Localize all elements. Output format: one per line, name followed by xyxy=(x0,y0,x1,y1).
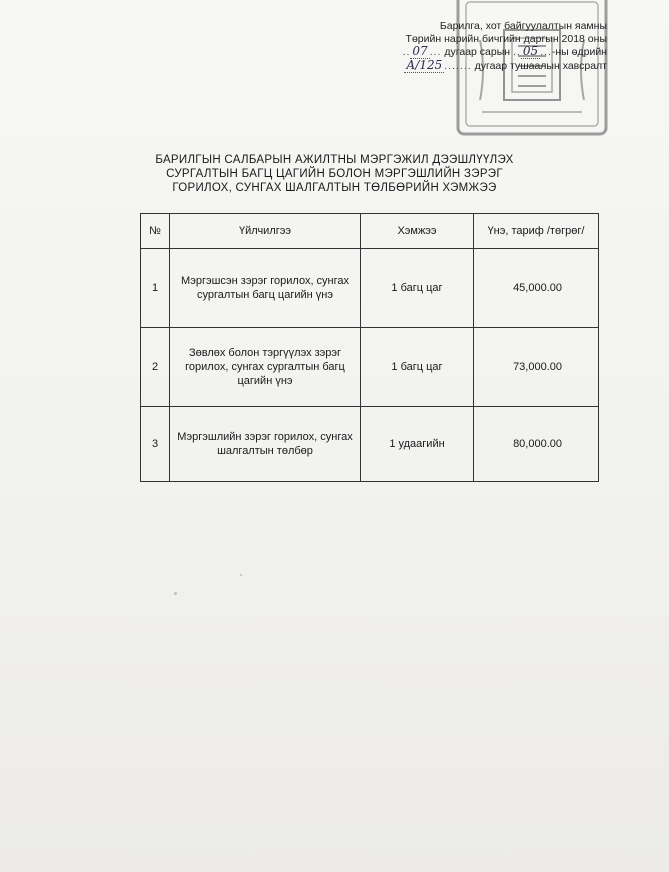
decree-month: 07 xyxy=(412,44,428,58)
table-header-row xyxy=(141,214,599,249)
row-number: 3 xyxy=(141,407,170,482)
header-number: № xyxy=(141,214,170,249)
decree-number: А/125 xyxy=(406,57,443,72)
fee-table xyxy=(140,213,599,482)
row-unit: 1 багц цаг xyxy=(361,249,474,328)
table-row xyxy=(141,249,599,328)
document-title xyxy=(0,153,669,195)
decree-day-label: -ны өдрийн xyxy=(551,46,607,58)
header-service: Үйлчилгээ xyxy=(170,214,361,249)
header-unit: Хэмжээ xyxy=(361,214,474,249)
header-price: Үнэ, тариф /төгрөг/ xyxy=(474,214,599,249)
table-row xyxy=(141,407,599,482)
title-line-1: БАРИЛГЫН САЛБАРЫН АЖИЛТНЫ МЭРГЭЖИЛ ДЭЭШЛҮҮЛЭХ xyxy=(155,154,514,166)
title-line-2: СУРГАЛТЫН БАГЦ ЦАГИЙН БОЛОН МЭРГЭШЛИЙН ЗЭРЭГ xyxy=(166,168,503,180)
decree-secretary: Төрийн нарийн бичгийн даргын 2018 оны xyxy=(405,32,607,45)
row-price: 73,000.00 xyxy=(474,328,599,407)
scan-speck xyxy=(240,574,242,576)
title-line-3: ГОРИЛОХ, СУНГАХ ШАЛГАЛТЫН ТӨЛБӨРИЙН ХЭМЖЭЭ xyxy=(172,182,497,194)
decree-reference xyxy=(403,20,607,72)
row-price: 80,000.00 xyxy=(474,407,599,482)
decree-month-label: дугаар сарын xyxy=(444,46,511,58)
table-row xyxy=(141,328,599,407)
decree-ministry: Барилга, хот байгуулалтын яамны xyxy=(439,20,607,32)
row-number: 2 xyxy=(141,328,170,407)
decree-number-row: А/125 ....... дугаар тушаалын хавсралт xyxy=(406,57,607,72)
row-unit: 1 багц цаг xyxy=(361,328,474,407)
row-unit: 1 удаагийн xyxy=(361,407,474,482)
row-service: Мэргэшсэн зэрэг горилох, сунгах сургалтын багц цагийн үнэ xyxy=(170,249,361,328)
row-service: Зөвлөх болон тэргүүлэх зэрэг горилох, сунгах сургалтын багц цагийн үнэ xyxy=(170,328,361,407)
decree-appendix-label: дугаар тушаалын хавсралт xyxy=(474,59,607,72)
row-service: Мэргэшлийн зэрэг горилох, сунгах шалгалтын төлбөр xyxy=(170,407,361,482)
decree-date: .. 07 ... дугаар сарын .. 05 ...-ны өдрийн xyxy=(402,44,607,58)
row-number: 1 xyxy=(141,249,170,328)
row-price: 45,000.00 xyxy=(474,249,599,328)
decree-day: 05 xyxy=(522,44,539,58)
scan-speck xyxy=(174,592,177,595)
